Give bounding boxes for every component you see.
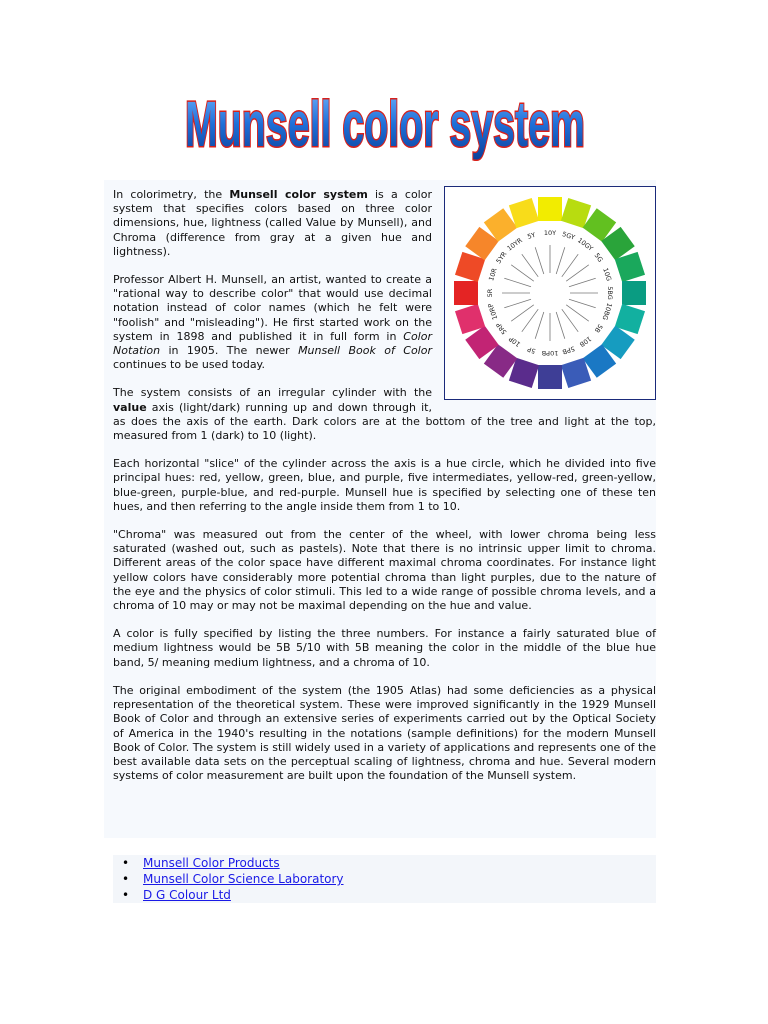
list-item bbox=[122, 855, 656, 871]
hue-label: 5B bbox=[592, 322, 605, 335]
hue-spoke bbox=[566, 265, 589, 281]
hue-label: 10GY bbox=[576, 236, 595, 253]
hue-label: 10B bbox=[577, 334, 593, 349]
hue-label: 5GY bbox=[561, 230, 576, 242]
hue-spoke bbox=[556, 312, 565, 339]
paragraph-intro: In colorimetry, the Munsell color system is a color system that specifies colors based on three color dimensions, hue, lightness (called Value by Munsell), and Chroma (difference from gray at a given hue and lightness). bbox=[113, 188, 432, 258]
list-item bbox=[122, 871, 656, 887]
hue-swatch bbox=[538, 197, 562, 221]
link-munsell-color-science-laboratory[interactable]: Munsell Color Science Laboratory bbox=[143, 872, 344, 886]
hue-spoke bbox=[569, 299, 596, 308]
hue-swatch bbox=[622, 281, 646, 305]
hue-label: 5Y bbox=[526, 230, 537, 241]
paragraph-hue: Each horizontal "slice" of the cylinder across the axis is a hue circle, which he divided into five principal hues: red, yellow, green, blue, and purple, five intermediates, yellow-red, green-yellow, blue-green, purple-blue, and red-purple. Munsell hue is specified by selecting one of these ten hues, and then referring to the angle inside them from 1 to 10. bbox=[113, 457, 656, 513]
hue-spoke bbox=[504, 278, 531, 287]
paragraph-history-2: The original embodiment of the system (the 1905 Atlas) had some deficiencies as a physical representation of the theoretical system. These were improved significantly in the 1929 Munsell Book of Color and through an extensive series of experiments carried out by the Optical Society of America in the 1940's resulting in the notations (sample definitions) for the modern Munsell Book of Color. The system is still widely used in a variety of applications and represents one of the best available data sets on the perceptual scaling of lightness, chroma and hue. Several modern systems of color measurement are built upon the foundation of the Munsell system. bbox=[113, 683, 656, 783]
hue-spoke bbox=[511, 265, 534, 281]
hue-label: 5YR bbox=[494, 250, 509, 266]
article-body bbox=[113, 188, 656, 797]
hue-spoke bbox=[504, 299, 531, 308]
hue-label: 10Y bbox=[543, 229, 557, 237]
hue-label: 5BG bbox=[606, 286, 614, 300]
hue-label: 10R bbox=[487, 267, 499, 282]
hue-label: 10YR bbox=[505, 236, 524, 253]
page-title bbox=[180, 86, 590, 162]
hue-spoke bbox=[535, 312, 544, 339]
hue-spoke bbox=[566, 305, 589, 321]
munsell-hue-wheel bbox=[444, 186, 656, 400]
paragraph-history: Professor Albert H. Munsell, an artist, wanted to create a "rational way to describe color" that would use decimal notation instead of color names (which he felt were "foolish" and "misleading"). He first started work on the system in 1898 and published it in full form in Color Notation in 1905. The newer Munsell Book of Color continues to be used today. bbox=[113, 273, 432, 372]
hue-spoke bbox=[562, 309, 578, 332]
bullet-icon: • bbox=[122, 872, 130, 886]
bullet-icon: • bbox=[122, 856, 130, 870]
link-dg-colour-ltd[interactable]: D G Colour Ltd bbox=[143, 888, 231, 902]
hue-spoke bbox=[562, 254, 578, 277]
links-section bbox=[113, 855, 656, 903]
link-munsell-color-products[interactable]: Munsell Color Products bbox=[143, 856, 280, 870]
hue-label: 10G bbox=[601, 266, 613, 283]
bullet-icon: • bbox=[122, 888, 130, 902]
hue-spoke bbox=[569, 278, 596, 287]
hue-label: 10P bbox=[507, 334, 522, 349]
hue-spoke bbox=[535, 247, 544, 274]
hue-swatch bbox=[454, 281, 478, 305]
hue-label: 5P bbox=[526, 345, 537, 356]
hue-label: 10BG bbox=[600, 301, 614, 322]
page-title-text: Munsell color system bbox=[185, 88, 585, 160]
hue-label: 5G bbox=[592, 251, 605, 264]
hue-spoke bbox=[511, 305, 534, 321]
hue-spoke bbox=[522, 309, 538, 332]
hue-label: 5R bbox=[486, 288, 494, 298]
hue-label: 5RP bbox=[494, 320, 509, 336]
hue-label: 10RP bbox=[486, 302, 500, 321]
paragraph-chroma: "Chroma" was measured out from the center of the wheel, with lower chroma being less saturated (washed out, such as pastels). Note that there is no intrinsic upper limit to chroma. Different areas of the color space have different maximal chroma coordinates. For instance light yellow colors have considerably more potential chroma than light purples, due to the nature of the eye and the physics of color stimuli. This led to a wide range of possible chroma levels, and a chroma of 10 may or may not be maximal depending on the hue and value. bbox=[113, 528, 656, 613]
hue-spoke bbox=[556, 247, 565, 274]
paragraph-value: The system consists of an irregular cylinder with the value axis (light/dark) running up and down through it, as does the axis of the earth. Dark colors are at the bottom of the tree and light at the top, measured from 1 (dark) to 10 (light). bbox=[113, 386, 656, 443]
hue-swatch bbox=[538, 365, 562, 389]
hue-spoke bbox=[522, 254, 538, 277]
hue-label: 10PB bbox=[541, 349, 559, 357]
paragraph-example: A color is fully specified by listing the three numbers. For instance a fairly saturated blue of medium lightness would be 5B 5/10 with 5B meaning the color in the middle of the blue hue band, 5/ meaning medium lightness, and a chroma of 10. bbox=[113, 627, 656, 669]
links-list bbox=[113, 855, 656, 903]
list-item bbox=[122, 887, 656, 903]
hue-label: 5PB bbox=[561, 344, 576, 356]
